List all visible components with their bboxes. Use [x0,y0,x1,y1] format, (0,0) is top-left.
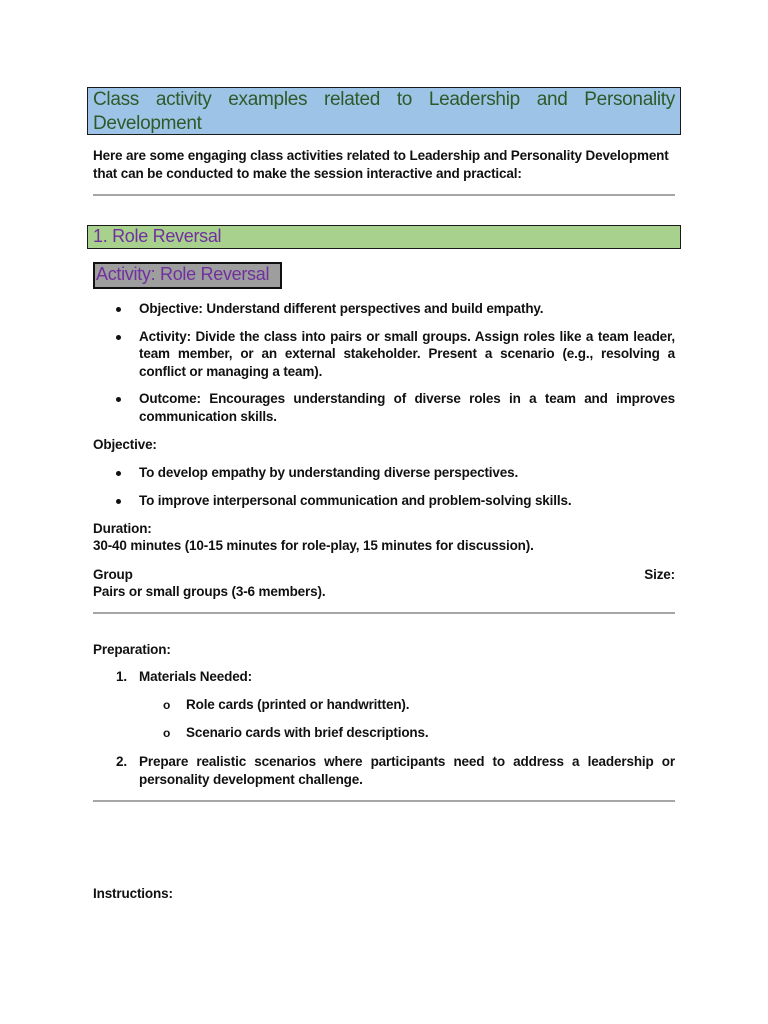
prep-item-text: Materials Needed: [139,669,252,684]
preparation-label: Preparation: [93,642,171,657]
document-title: Class activity examples related to Leadership and Personality Development [93,89,675,134]
divider [93,194,675,196]
list-item: To develop empathy by understanding diverse perspectives. [93,464,675,482]
material-item: Role cards (printed or handwritten). [186,697,410,712]
sub-bullet-icon: o [163,726,171,740]
duration-value: 30-40 minutes (10-15 minutes for role-play, 15 minutes for discussion). [93,538,534,553]
activity-points-list [93,300,675,425]
list-item: Outcome: Encourages understanding of diverse roles in a team and improves communication skills. [93,390,675,425]
list-number: 2. [116,754,127,769]
activity-heading: Activity: Role Reversal [96,264,270,284]
list-item: Objective: Understand different perspectives and build empathy. [93,300,675,318]
group-size-label-row [93,566,675,584]
size-label: Size: [644,567,675,582]
group-size-value: Pairs or small groups (3-6 members). [93,584,326,599]
bullet-icon [116,471,121,476]
material-item: Scenario cards with brief descriptions. [186,725,429,740]
objective-points-list [93,464,675,510]
intro-paragraph: Here are some engaging class activities related to Leadership and Personality Development that can be conducted to make the session interactive and practical: [93,148,669,181]
bullet-icon [116,335,121,340]
duration-label: Duration: [93,521,152,536]
instructions-label: Instructions: [93,886,173,901]
divider [93,612,675,614]
divider [93,800,675,802]
list-item: Activity: Divide the class into pairs or small groups. Assign roles like a team leader, team member, or an external stakeholder. Present a scenario (e.g., resolving a conflict or managing a team). [93,328,675,381]
section-heading: 1. Role Reversal [93,226,222,246]
sub-bullet-icon: o [163,698,171,712]
bullet-icon [116,397,121,402]
objective-label: Objective: [93,437,157,452]
group-label: Group [93,567,133,582]
prep-item-text: Prepare realistic scenarios where participants need to address a leadership or personality development challenge. [139,754,675,787]
list-item: To improve interpersonal communication and problem-solving skills. [93,492,675,510]
bullet-icon [116,307,121,312]
bullet-icon [116,499,121,504]
list-number: 1. [116,669,127,684]
